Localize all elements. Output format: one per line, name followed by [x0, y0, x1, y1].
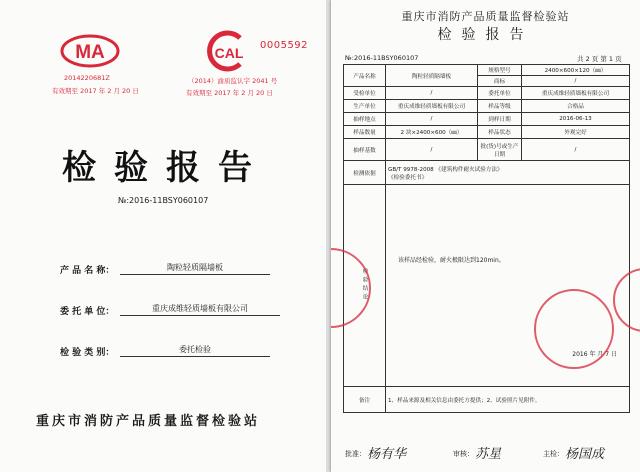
inspector-signature: 杨国成 [565, 447, 605, 462]
batch-value: / [522, 139, 630, 161]
table-row [344, 161, 630, 185]
serial-number: 0005592 [260, 40, 309, 51]
detail-report-number: №:2016-11BSY060107 [345, 54, 419, 62]
inspection-type-label: 检 验 类 别： [60, 348, 115, 358]
sample-state-label: 样品状态 [478, 126, 522, 139]
cma-validity: 有效期至 2017 年 2 月 20 日 [52, 87, 139, 95]
cover-footer-org: 重庆市消防产品质量监督检验站 [36, 414, 261, 429]
grade-value: 合格品 [522, 100, 630, 113]
detail-page-info: 共 2 页 第 1 页 [577, 55, 622, 63]
sampling-place-value: / [386, 113, 478, 126]
sampling-place-label: 抽样地点 [344, 113, 386, 126]
reviewer-label: 审核： [453, 450, 474, 458]
detail-org-name: 重庆市消防产品质量监督检验站 [401, 10, 570, 23]
conclusion-cell [386, 185, 630, 387]
inspection-type-value: 委托检验 [179, 345, 211, 354]
producer-value: 重庆成维轻质墙板有限公司 [386, 100, 478, 113]
detail-title: 检验报告 [437, 27, 534, 43]
official-seal [534, 289, 614, 369]
cma-logo [60, 34, 120, 68]
sample-qty-value: 2 块×2400×600（㎜） [386, 126, 478, 139]
basis-value-cell [386, 161, 630, 185]
inspector-label: 主检： [543, 450, 564, 458]
basis-label: 检测依据 [344, 161, 386, 185]
table-row [344, 113, 630, 126]
remarks-label: 备注 [344, 387, 386, 413]
inspected-unit-value: / [386, 87, 478, 100]
product-name-value: 陶粒轻质隔墙板 [167, 263, 223, 272]
table-row [344, 100, 630, 113]
cal-cert-number: （2014）渝质监认字 2041 号 [188, 77, 278, 85]
basis-line-1: GB/T 9978-2008 《建筑构件耐火试验方法》 [388, 166, 503, 173]
sampling-base-label: 抽样基数 [344, 139, 386, 161]
conclusion-label: 检验结论 [361, 268, 368, 303]
arrival-date-label: 到样日期 [478, 113, 522, 126]
reviewer-signature: 苏星 [475, 447, 502, 462]
basis-line-2: 《检验委托书》 [388, 174, 428, 181]
producer-label: 生产单位 [344, 100, 386, 113]
approver-signature: 杨有华 [367, 447, 407, 462]
client-value: 重庆成维轻质墙板有限公司 [522, 87, 630, 100]
stamp-date: 2016 年 月 7 日 [572, 351, 617, 358]
product-name-label: 产 品 名 称： [60, 266, 115, 276]
cover-report-number: №:2016-11BSY060107 [118, 196, 209, 205]
table-row [344, 185, 630, 387]
sample-qty-label: 样品数量 [344, 126, 386, 139]
table-row [344, 65, 630, 76]
table-row [344, 126, 630, 139]
cal-validity: 有效期至 2017 年 2 月 20 日 [186, 89, 273, 97]
cma-cert-number: 2014220681Z [64, 74, 110, 82]
inspected-unit-label: 受检单位 [344, 87, 386, 100]
conclusion-text: 该样品经检验，耐火极限达到120min。 [398, 257, 505, 264]
arrival-date-value: 2016-06-13 [522, 113, 630, 126]
product-name-value: 陶粒轻质隔墙板 [386, 65, 478, 87]
table-row [344, 87, 630, 100]
inspection-table [343, 64, 630, 413]
product-name-line [120, 262, 270, 275]
remarks-text: 1、样品来源及相关信息由委托方提供；2、试验照片见附件。 [386, 387, 630, 413]
client-value: 重庆成维轻质墙板有限公司 [152, 304, 248, 313]
cal-logo [196, 30, 256, 72]
client-label: 委 托 单 位： [60, 307, 115, 317]
brand-value: / [522, 76, 630, 87]
cover-title: 检验报告 [62, 148, 270, 188]
table-row [344, 387, 630, 413]
grade-label: 样品等级 [478, 100, 522, 113]
sampling-base-value: / [386, 139, 478, 161]
approver-label: 批准： [345, 450, 366, 458]
client-line [120, 303, 280, 316]
svg-text:MA: MA [75, 42, 105, 63]
sample-state-value: 外观完好 [522, 126, 630, 139]
inspection-type-line [120, 344, 270, 357]
spec-label: 规格型号 [478, 65, 522, 76]
report-detail-page [331, 0, 640, 472]
product-name-label: 产品名称 [344, 65, 386, 87]
brand-label: 商标 [478, 76, 522, 87]
client-label: 委托单位 [478, 87, 522, 100]
svg-text:CAL: CAL [214, 45, 244, 61]
batch-label: 批(货)号或生产日期 [478, 139, 522, 161]
spec-value: 2400×600×120（㎜） [522, 65, 630, 76]
table-row [344, 139, 630, 161]
